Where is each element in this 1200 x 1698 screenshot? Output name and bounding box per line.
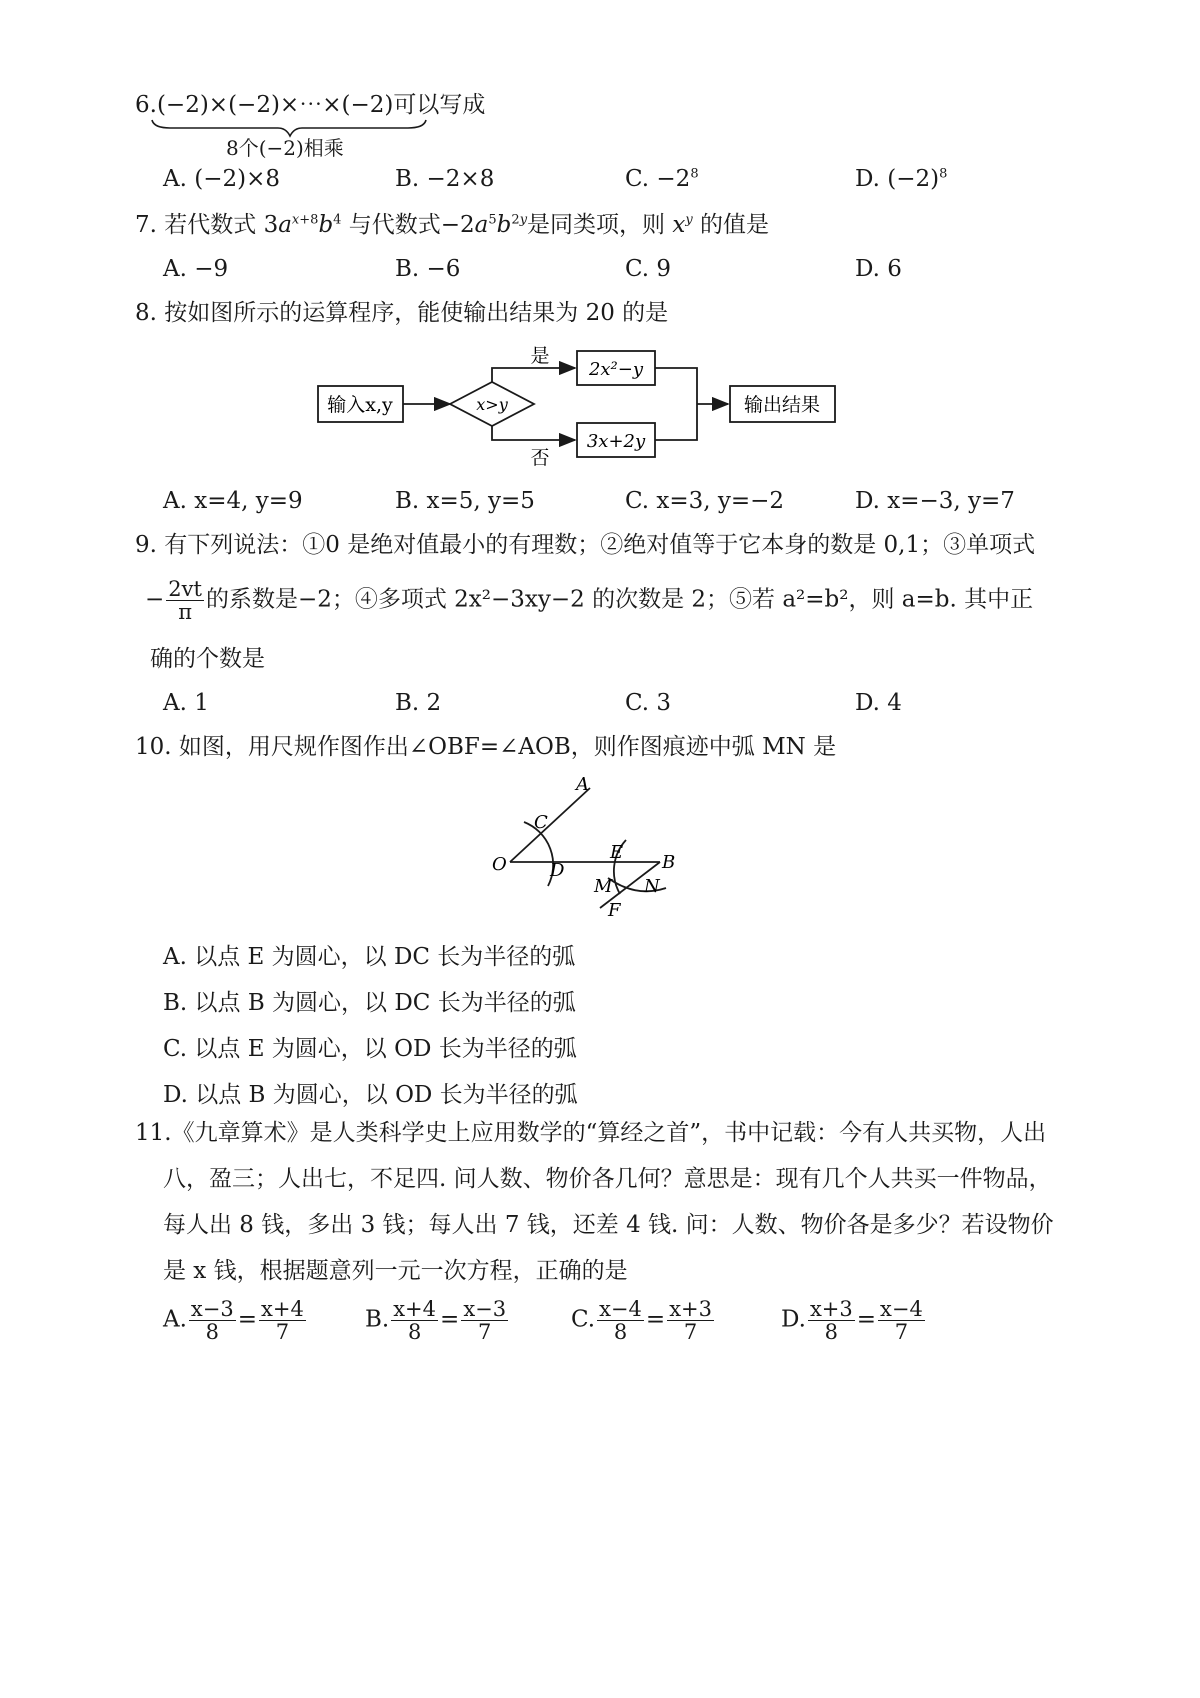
question-9-line-3: 确的个数是: [150, 646, 265, 672]
fig-label-e: E: [610, 842, 624, 863]
question-7: 7. 若代数式 $3a^{x+8}b^4$ 与代数式$-2a^5b^{2y}$是同类项，则 $x^y$ 的值是: [135, 212, 770, 238]
q9-option-a: A. 1: [163, 690, 209, 716]
flow-yes-formula: 2x²−y: [588, 359, 644, 380]
fig-label-o: O: [492, 854, 507, 875]
fig-label-a: A: [576, 774, 589, 795]
flow-output-label: 输出结果: [743, 394, 821, 416]
q7-option-a: A. −9: [163, 256, 229, 282]
q7-option-d: D. 6: [855, 256, 902, 282]
question-8: 8. 按如图所示的运算程序，能使输出结果为 20 的是: [135, 300, 669, 326]
question-11-line-3: 每人出 8 钱，多出 3 钱；每人出 7 钱，还差 4 钱. 问：人数、物价各是多少？若设物价: [163, 1212, 1054, 1238]
flow-no-formula: 3x+2y: [586, 431, 646, 452]
q10-option-a: A. 以点 E 为圆心，以 DC 长为半径的弧: [163, 944, 576, 970]
q10-option-d: D. 以点 B 为圆心，以 OD 长为半径的弧: [163, 1082, 578, 1108]
q6-option-a: A. (−2)×8: [163, 166, 280, 192]
q11-option-c: C. $\frac{x-4}{8}$ = $\frac{x+3}{7}$: [571, 1297, 712, 1344]
fig-label-n: N: [644, 876, 660, 897]
question-9-line-2: − $\frac{2vt}{\pi}$ 的系数是−2；④多项式 2x²−3xy−2 的次数是 2；⑤若 a²=b²，则 a=b. 其中正: [145, 577, 1034, 624]
q8-option-b: B. x=5, y=5: [395, 488, 535, 514]
question-6: [135, 88, 485, 122]
flow-yes-label: 是: [530, 345, 550, 367]
q6-tail: 可以写成: [393, 92, 486, 118]
q6-expression: (−2)×(−2)×⋯×(−2): [156, 92, 394, 118]
q6-brace-label: 8个(−2)相乘: [226, 136, 344, 160]
q10-option-c: C. 以点 E 为圆心，以 OD 长为半径的弧: [163, 1036, 577, 1062]
question-10: 10. 如图，用尺规作图作出∠OBF=∠AOB，则作图痕迹中弧 MN 是: [135, 734, 837, 760]
flow-input-label: 输入x,y: [327, 394, 393, 416]
q6-option-c: C. $-2^8$: [625, 166, 699, 192]
q7-option-c: C. 9: [625, 256, 672, 282]
q9-option-d: D. 4: [855, 690, 902, 716]
q9-option-c: C. 3: [625, 690, 672, 716]
q10-option-b: B. 以点 B 为圆心，以 DC 长为半径的弧: [163, 990, 576, 1016]
q8-option-c: C. x=3, y=−2: [625, 488, 785, 514]
question-11-line-2: 八，盈三；人出七，不足四. 问人数、物价各几何？意思是：现有几个人共买一件物品，: [163, 1166, 1052, 1192]
q8-option-a: A. x=4, y=9: [163, 488, 303, 514]
q7-option-b: B. −6: [395, 256, 461, 282]
q11-option-d: D. $\frac{x+3}{8}$ = $\frac{x-4}{7}$: [781, 1297, 923, 1344]
q9-fraction: $\frac{2vt}{\pi}$: [168, 577, 202, 624]
q8-flowchart: [300, 338, 860, 478]
flow-no-label: 否: [530, 447, 550, 469]
fig-label-d: D: [550, 860, 565, 881]
q6-option-b: B. −2×8: [395, 166, 495, 192]
q8-option-d: D. x=−3, y=7: [855, 488, 1015, 514]
question-9-line-1: 9. 有下列说法：①0 是绝对值最小的有理数；②绝对值等于它本身的数是 0,1；③单项式: [135, 532, 1036, 558]
fig-label-b: B: [662, 852, 676, 873]
q9-option-b: B. 2: [395, 690, 442, 716]
flow-condition-label: x>y: [476, 395, 508, 414]
q11-option-a: A. $\frac{x-3}{8}$ = $\frac{x+4}{7}$: [163, 1297, 304, 1344]
q6-option-d: D. $(-2)^8$: [855, 166, 948, 192]
q11-option-b: B. $\frac{x+4}{8}$ = $\frac{x-3}{7}$: [365, 1297, 507, 1344]
question-11-line-4: 是 x 钱，根据题意列一元一次方程，正确的是: [163, 1258, 628, 1284]
fig-label-m: M: [594, 876, 613, 897]
q6-number: 6.: [135, 92, 157, 118]
fig-label-f: F: [608, 900, 621, 920]
fig-label-c: C: [534, 812, 548, 833]
question-11-line-1: 11.《九章算术》是人类科学史上应用数学的“算经之首”，书中记载：今有人共买物，人出: [135, 1120, 1047, 1146]
q10-figure: [480, 770, 700, 920]
